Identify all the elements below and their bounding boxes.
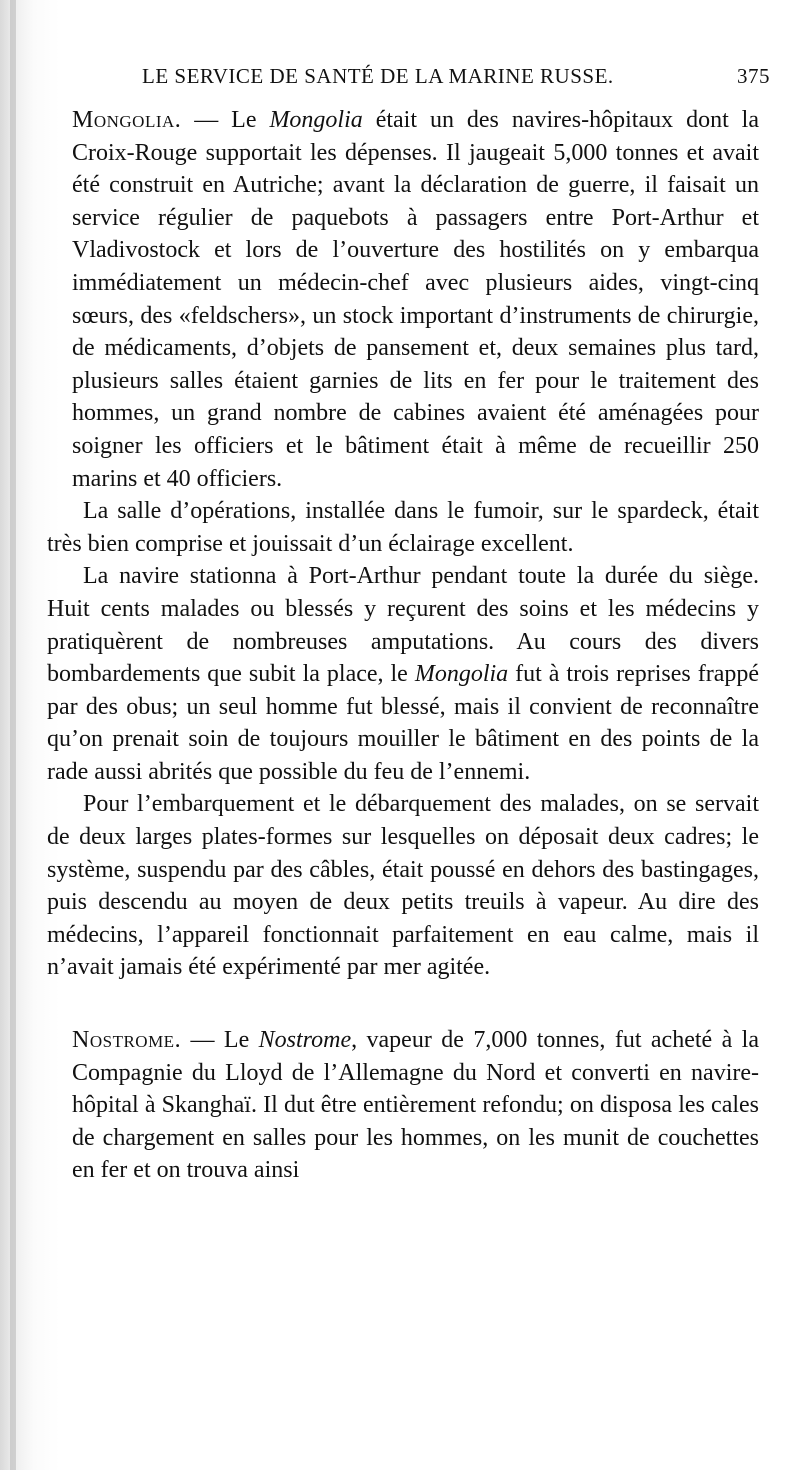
body-text: [47, 104, 759, 1187]
ship-name: Nostrome: [258, 1027, 352, 1054]
paragraph-text: La navire stationna à Port-Arthur pendant toute la durée du siège. Huit cents malades ou blessés y reçurent des soins et les médecins y pratiquèrent de nombreuses amputations. Au cours des divers bombardements que subit la place, le: [47, 563, 759, 688]
section-gap: [47, 984, 759, 1024]
paragraph-nostrome: [72, 1024, 759, 1187]
paragraph-siege: [47, 560, 759, 788]
paragraph-text: La salle d’opérations, installée dans le fumoir, sur le spardeck, était très bien comprise et jouissait d’un éclairage excellent.: [47, 498, 759, 557]
paragraph-text: était un des navires-hôpitaux dont la Croix-Rouge supportait les dépenses. Il jaugeait 5,000 tonnes et avait été construit en Autriche; avant la déclaration de guerre, il faisait un service régulier de paquebots à passagers entre Port-Arthur et Vladivostock et lors de l’ouverture des hostilités on y embarqua immédiatement un médecin-chef avec plusieurs aides, vingt-cinq sœurs, des «feldschers», un stock important d’instruments de chirurgie, de médicaments, d’objets de pansement et, deux semaines plus tard, plusieurs salles étaient garnies de lits en fer pour le traitement des hommes, un grand nombre de cabines avaient été aménagées pour soigner les officiers et le bâtiment était à même de recueillir 250 marins et 40 officiers.: [72, 107, 760, 492]
paragraph-embarquement: [47, 788, 759, 984]
paragraph-text: fut à trois reprises frappé par des obus; un seul homme fut blessé, mais il convient de reconnaître qu’on prenait soin de toujours mouiller le bâtiment en des points de la rade aussi abrités que possible du feu de l’ennemi.: [47, 661, 760, 785]
section-dash: — Le: [181, 1027, 259, 1054]
ship-name: Mongolia: [414, 661, 509, 688]
ship-name: Mongolia: [269, 107, 363, 133]
page-header: [0, 62, 800, 96]
paragraph-text: Pour l’embarquement et le débarquement des malades, on se servait de deux larges plates-formes sur lesquelles on déposait deux cadres; le système, suspendu par des câbles, était poussé en dehors des bastingages, puis descendu au moyen de deux petits treuils à vapeur. Au dire des médecins, l’appareil fonctionnait parfaitement en eau calme, mais il n’avait jamais été expérimenté par mer agitée.: [47, 791, 759, 981]
paragraph-salle: [47, 495, 759, 560]
section-name-mongolia: Mongolia.: [72, 107, 182, 133]
section-dash: — Le: [181, 107, 270, 133]
page-number: 375: [737, 64, 770, 88]
running-title: LE SERVICE DE SANTÉ DE LA MARINE RUSSE.: [142, 64, 614, 88]
paragraph-mongolia: [72, 104, 759, 495]
scan-edge-shadow: [10, 0, 16, 1470]
section-name-nostrome: Nostrome.: [72, 1027, 182, 1054]
paragraph-text: , vapeur de 7,000 tonnes, fut acheté à la Compagnie du Lloyd de l’Allemagne du Nord et converti en navire-hôpital à Skanghaï. Il dut être entièrement refondu; on disposa les cales de chargement en salles pour les hommes, on les munit de couchettes en fer et on trouva ainsi: [72, 1027, 759, 1184]
